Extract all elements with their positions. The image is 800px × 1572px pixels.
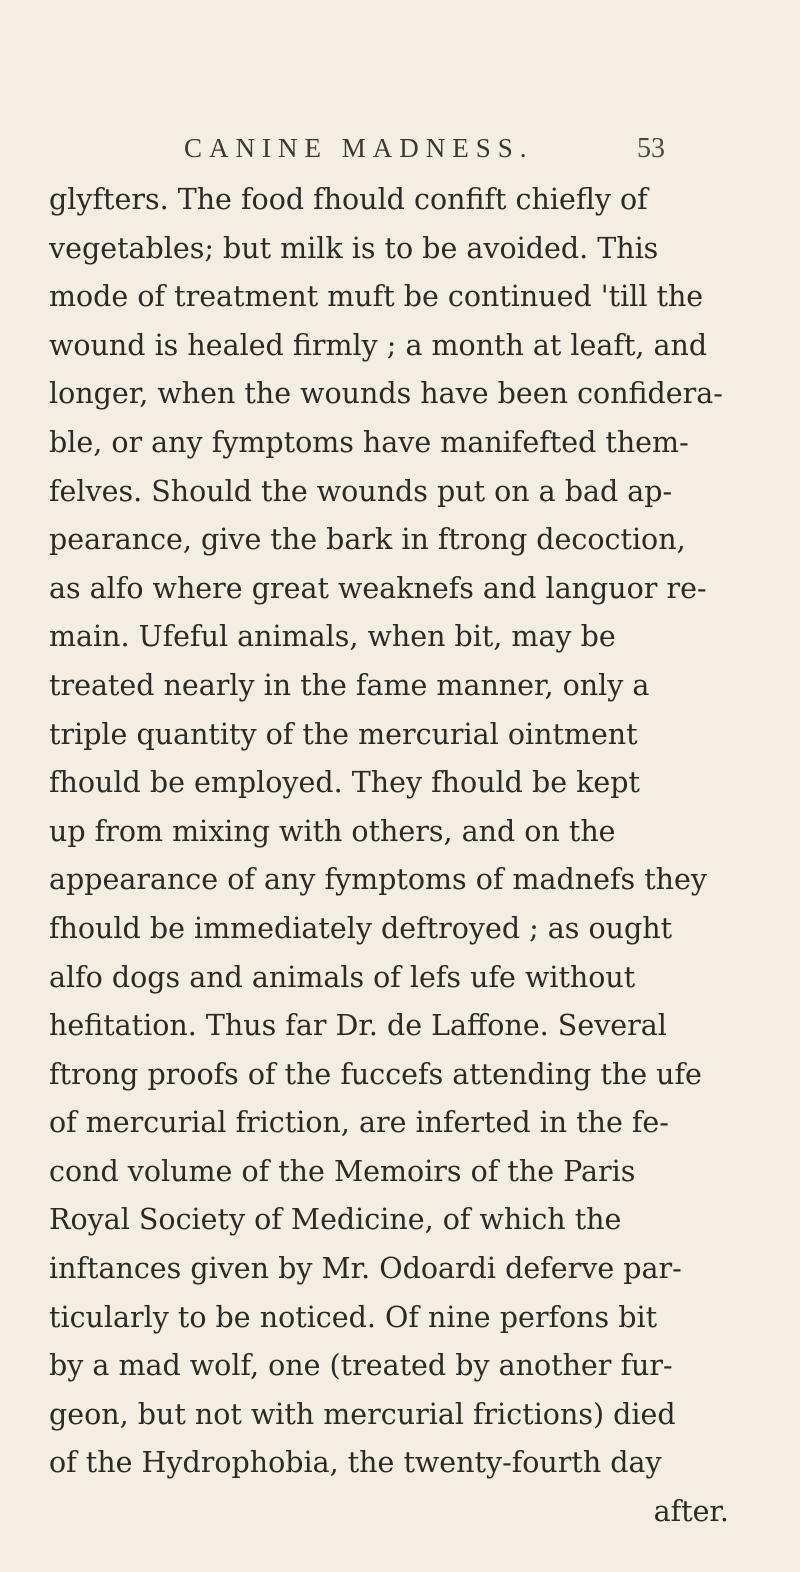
catchword: after. <box>653 1495 729 1529</box>
text-line: as alfo where great weaknefs and languor re- <box>49 571 707 605</box>
text-line: fhould be employed. They fhould be kept <box>49 766 640 800</box>
text-line: longer, when the wounds have been confidera- <box>49 377 723 411</box>
running-head-title: CANINE MADNESS. <box>184 133 534 163</box>
text-line: inftances given by Mr. Odoardi deferve par- <box>49 1252 682 1286</box>
text-line: of mercurial friction, are inferted in the fe- <box>49 1106 669 1140</box>
text-line: pearance, give the bark in ftrong decoction, <box>49 523 686 557</box>
text-line: geon, but not with mercurial frictions) died <box>49 1397 676 1431</box>
text-line: treated nearly in the fame manner, only a <box>49 668 650 702</box>
text-line: by a mad wolf, one (treated by another fur- <box>49 1349 673 1383</box>
text-line: glyfters. The food fhould confift chiefly of <box>49 183 648 216</box>
running-head <box>0 133 800 173</box>
text-line: vegetables; but milk is to be avoided. This <box>49 231 659 265</box>
text-line: Royal Society of Medicine, of which the <box>49 1203 622 1237</box>
text-line: appearance of any fymptoms of madnefs they <box>49 863 707 897</box>
text-line: of the Hydrophobia, the twenty-fourth day <box>49 1446 662 1480</box>
body-text <box>49 176 749 1537</box>
text-line: ftrong proofs of the fuccefs attending the ufe <box>49 1057 702 1091</box>
text-line: main. Ufeful animals, when bit, may be <box>49 620 616 654</box>
text-line: ticularly to be noticed. Of nine perfons bit <box>49 1300 658 1334</box>
text-line: cond volume of the Memoirs of the Paris <box>49 1154 636 1188</box>
text-line: hefitation. Thus far Dr. de Laffone. Several <box>49 1009 667 1043</box>
page-number: 53 <box>637 133 665 164</box>
text-line: triple quantity of the mercurial ointment <box>49 717 638 751</box>
text-line: alfo dogs and animals of lefs ufe without <box>49 960 636 994</box>
text-line: felves. Should the wounds put on a bad ap- <box>49 474 673 508</box>
text-line: up from mixing with others, and on the <box>49 814 616 848</box>
text-line: mode of treatment muft be continued 'till the <box>49 280 704 314</box>
text-line: wound is healed firmly ; a month at leaft, and <box>49 328 708 362</box>
text-line: ble, or any fymptoms have manifefted them- <box>49 425 689 459</box>
text-line: fhould be immediately deftroyed ; as ought <box>49 911 673 945</box>
